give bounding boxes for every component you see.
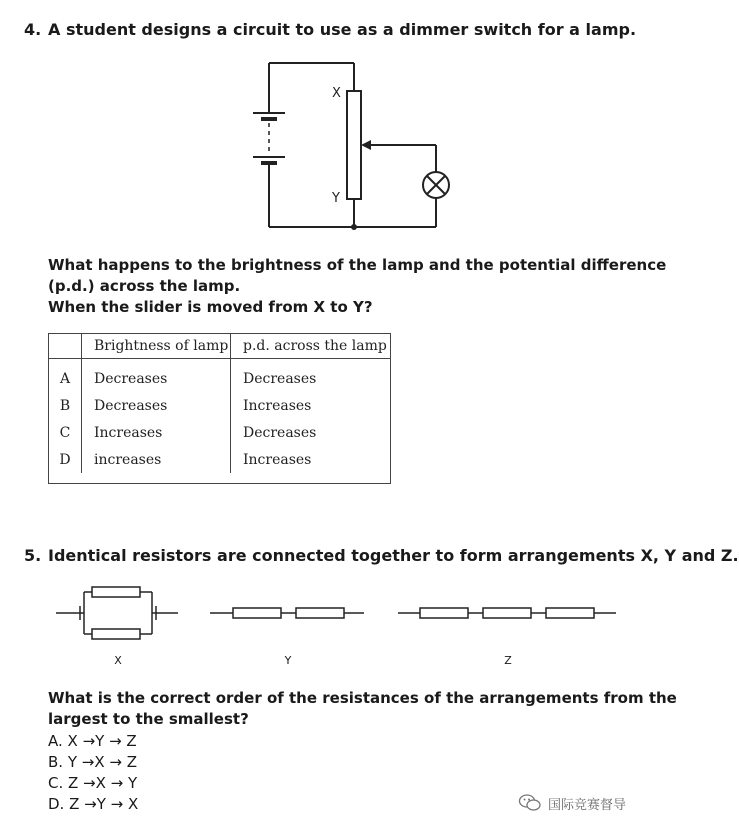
option-letter: B xyxy=(59,397,71,414)
q4-number: 4. xyxy=(24,20,42,39)
table-row xyxy=(49,419,390,446)
brightness-cell: Decreases xyxy=(82,359,231,393)
brightness-cell: Decreases xyxy=(82,392,231,419)
header-pd: p.d. across the lamp xyxy=(231,334,391,359)
choice-a: A. X →Y → Z xyxy=(48,732,137,750)
resistor xyxy=(92,629,140,639)
pd-cell: Increases xyxy=(243,451,312,468)
resistor xyxy=(546,608,594,618)
pd-cell: Decreases xyxy=(243,370,317,387)
arrangement-label-z: Z xyxy=(504,654,512,667)
label-y: Y xyxy=(332,191,340,206)
arrangement-z xyxy=(398,608,616,618)
option-letter: D xyxy=(59,451,71,468)
brightness-cell: Increases xyxy=(82,419,231,446)
table-header-row xyxy=(49,334,390,359)
rheostat xyxy=(347,91,361,199)
table-row xyxy=(49,359,390,393)
brightness-cell: increases xyxy=(82,446,231,473)
label-x: X xyxy=(332,86,341,101)
resistor xyxy=(296,608,344,618)
q4-heading xyxy=(24,20,644,42)
q5-heading xyxy=(24,546,739,568)
resistor xyxy=(92,587,140,597)
arrangement-y xyxy=(210,608,364,618)
q5-text: Identical resistors are connected together to form arrangements X, Y and Z. xyxy=(48,546,739,565)
wechat-logo-icon xyxy=(518,793,542,813)
choice-d: D. Z →Y → X xyxy=(48,795,139,813)
table-row xyxy=(49,392,390,419)
q5-choices xyxy=(48,731,348,815)
resistor xyxy=(483,608,531,618)
pd-cell: Decreases xyxy=(243,424,317,441)
choice-b: B. Y →X → Z xyxy=(48,753,137,771)
header-blank xyxy=(49,334,82,359)
q4-circuit-diagram xyxy=(240,55,470,240)
resistor xyxy=(233,608,281,618)
junction-dot xyxy=(351,224,357,230)
watermark-text: 国际竞赛督导 xyxy=(548,798,627,813)
q4-options-table xyxy=(48,333,391,484)
resistor xyxy=(420,608,468,618)
choice-c: C. Z →X → Y xyxy=(48,774,138,792)
arrangement-label-y: Y xyxy=(284,654,292,667)
q4-prompt-line: What happens to the brightness of the lamp and the potential difference xyxy=(48,256,667,274)
header-brightness: Brightness of lamp xyxy=(82,334,231,359)
q5-prompt-line: What is the correct order of the resistances of the arrangements from the xyxy=(48,689,677,707)
table-row xyxy=(49,446,390,473)
q4-prompt-line: When the slider is moved from X to Y? xyxy=(48,298,373,316)
q4-prompt xyxy=(48,255,667,318)
q4-text: A student designs a circuit to use as a dimmer switch for a lamp. xyxy=(48,20,637,39)
slider-arrowhead xyxy=(361,140,371,150)
q5-number: 5. xyxy=(24,546,42,565)
option-letter: C xyxy=(59,424,71,441)
q4-prompt-line: (p.d.) across the lamp. xyxy=(48,277,241,295)
arrangement-x xyxy=(56,587,178,639)
q5-prompt-line: largest to the smallest? xyxy=(48,710,249,728)
option-letter: A xyxy=(59,370,71,387)
arrangement-label-x: X xyxy=(114,654,122,667)
options-grid xyxy=(49,334,390,473)
pd-cell: Increases xyxy=(243,397,312,414)
q5-prompt xyxy=(48,688,677,730)
q5-resistor-diagrams xyxy=(50,578,630,648)
